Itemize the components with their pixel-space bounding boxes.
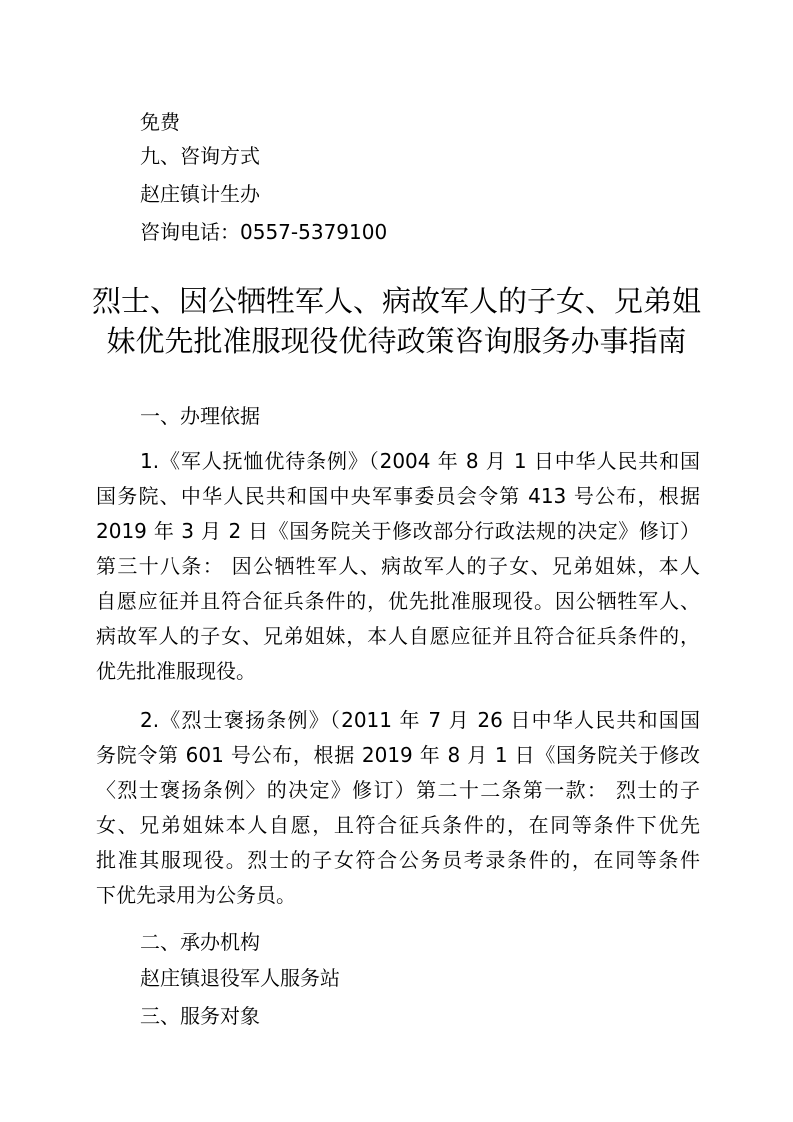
basis-heading: 一、办理依据 <box>140 404 260 428</box>
basis-item-2-line: 2.《烈士褒扬条例》（2011 年 7 月 26 日中华人民共和国国 <box>140 708 700 732</box>
fee-text: 免费 <box>140 110 180 134</box>
basis-item-2 <box>96 703 700 913</box>
basis-item-2-line: 〈烈士褒扬条例〉的决定》修订）第二十二条第一款： 烈士的子 <box>96 778 700 802</box>
basis-item-1-line: 1.《军人抚恤优待条例》（2004 年 8 月 1 日中华人民共和国 <box>140 449 700 473</box>
guide-title-line-2: 妹优先批准服现役优待政策咨询服务办事指南 <box>106 324 687 358</box>
basis-item-1-line: 第三十八条： 因公牺牲军人、病故军人的子女、兄弟姐妹，本人 <box>96 554 700 578</box>
basis-item-2-line: 批准其服现役。烈士的子女符合公务员考录条件的，在同等条件 <box>96 848 700 872</box>
basis-item-1-line: 病故军人的子女、兄弟姐妹，本人自愿应征并且符合征兵条件的， <box>96 624 700 648</box>
consult-heading: 九、咨询方式 <box>140 144 260 168</box>
guide-title-line-1: 烈士、因公牺牲军人、病故军人的子女、兄弟姐 <box>91 284 701 318</box>
basis-item-1-line: 自愿应征并且符合征兵条件的，优先批准服现役。因公牺牲军人、 <box>96 589 700 613</box>
basis-item-1-line: 优先批准服现役。 <box>96 659 256 683</box>
consult-office: 赵庄镇计生办 <box>140 182 260 206</box>
consult-phone: 咨询电话：0557-5379100 <box>140 220 388 244</box>
basis-item-1-line: 2019 年 3 月 2 日《国务院关于修改部分行政法规的决定》修订） <box>96 519 700 543</box>
basis-item-2-line: 女、兄弟姐妹本人自愿，且符合征兵条件的，在同等条件下优先 <box>96 813 700 837</box>
org-name: 赵庄镇退役军人服务站 <box>140 966 340 990</box>
basis-item-2-line: 务院令第 601 号公布，根据 2019 年 8 月 1 日《国务院关于修改 <box>96 743 700 767</box>
basis-item-1 <box>96 444 700 689</box>
basis-item-1-line: 国务院、中华人民共和国中央军事委员会令第 413 号公布，根据 <box>96 484 700 508</box>
basis-item-2-line: 下优先录用为公务员。 <box>96 883 296 907</box>
target-heading: 三、服务对象 <box>140 1004 260 1028</box>
org-heading: 二、承办机构 <box>140 930 260 954</box>
